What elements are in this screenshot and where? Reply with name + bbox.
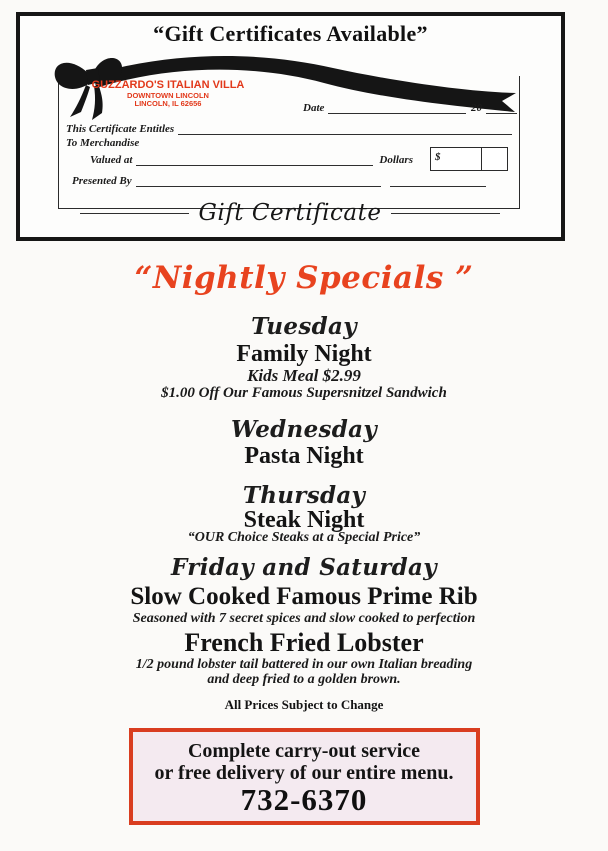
gift-certificate-frame [16,12,565,241]
caption-right-rule [391,213,500,214]
valued-at-row [90,147,508,166]
presented-by-row [72,173,486,187]
entitles-row [66,121,512,135]
date-label: Date [303,102,325,114]
special-title-prime-rib: Slow Cooked Famous Prime Rib [130,583,478,610]
phone-number: 732-6370 [240,782,368,817]
gift-certificate-caption-row [80,200,500,226]
special-detail-supersnitzel: $1.00 Off Our Famous Supersnitzel Sandwich [161,385,447,401]
day-thursday: Thursday [242,482,366,509]
day-tuesday: Tuesday [251,313,357,340]
business-address-line2: LINCOLN, IL 62656 [134,98,202,108]
business-block [80,80,256,108]
date-row [303,100,517,114]
special-detail-choice-steaks: “OUR Choice Steaks at a Special Price” [187,530,421,545]
special-title-pasta-night: Pasta Night [244,443,364,469]
special-detail-prime-rib: Seasoned with 7 secret spices and slow cooked to perfection [132,611,476,626]
dollars-label: Dollars [379,154,413,166]
nightly-specials-section [0,256,608,825]
entitles-label: This Certificate Entitles [66,123,175,135]
special-title-family-night: Family Night [236,341,372,367]
valued-at-label: Valued at [90,154,133,166]
special-detail-lobster-line1: 1/2 pound lobster tail battered in our own Italian breading [135,657,473,672]
presented-blank-line [136,173,381,187]
dollar-box-divider [481,148,482,170]
to-merchandise-label: To Merchandise [66,137,140,149]
gift-certificate-caption: Gift Certificate [198,200,382,226]
special-title-steak-night: Steak Night [243,507,365,533]
nightly-specials-heading: “Nightly Specials ” [134,260,474,296]
presented-by-label: Presented By [72,175,132,187]
day-wednesday: Wednesday [230,416,378,443]
business-name: GUZZARDO'S ITALIAN VILLA [91,79,245,91]
business-address-line1: DOWNTOWN LINCOLN [127,90,209,100]
year-blank-line [486,100,517,114]
date-blank-line [328,100,466,114]
dollar-amount-box [430,147,508,171]
presented-blank-line-2 [390,173,486,187]
dollar-sign: $ [435,151,441,163]
banner-title: “Gift Certificates Available” [153,21,428,46]
day-friday-saturday: Friday and Saturday [171,554,437,581]
year-prefix: 20 [471,102,482,114]
caption-left-rule [80,213,189,214]
special-detail-lobster-line2: and deep fried to a golden brown. [207,672,401,687]
prices-notice: All Prices Subject to Change [224,697,384,712]
special-title-fried-lobster: French Fried Lobster [184,628,424,657]
special-detail-kids-meal: Kids Meal $2.99 [247,366,361,385]
carry-out-line1: Complete carry-out service [187,740,421,762]
carry-out-box [129,728,480,825]
entitles-blank-line [178,121,512,135]
valued-blank-line [136,152,373,166]
carry-out-line2: or free delivery of our entire menu. [154,762,454,784]
